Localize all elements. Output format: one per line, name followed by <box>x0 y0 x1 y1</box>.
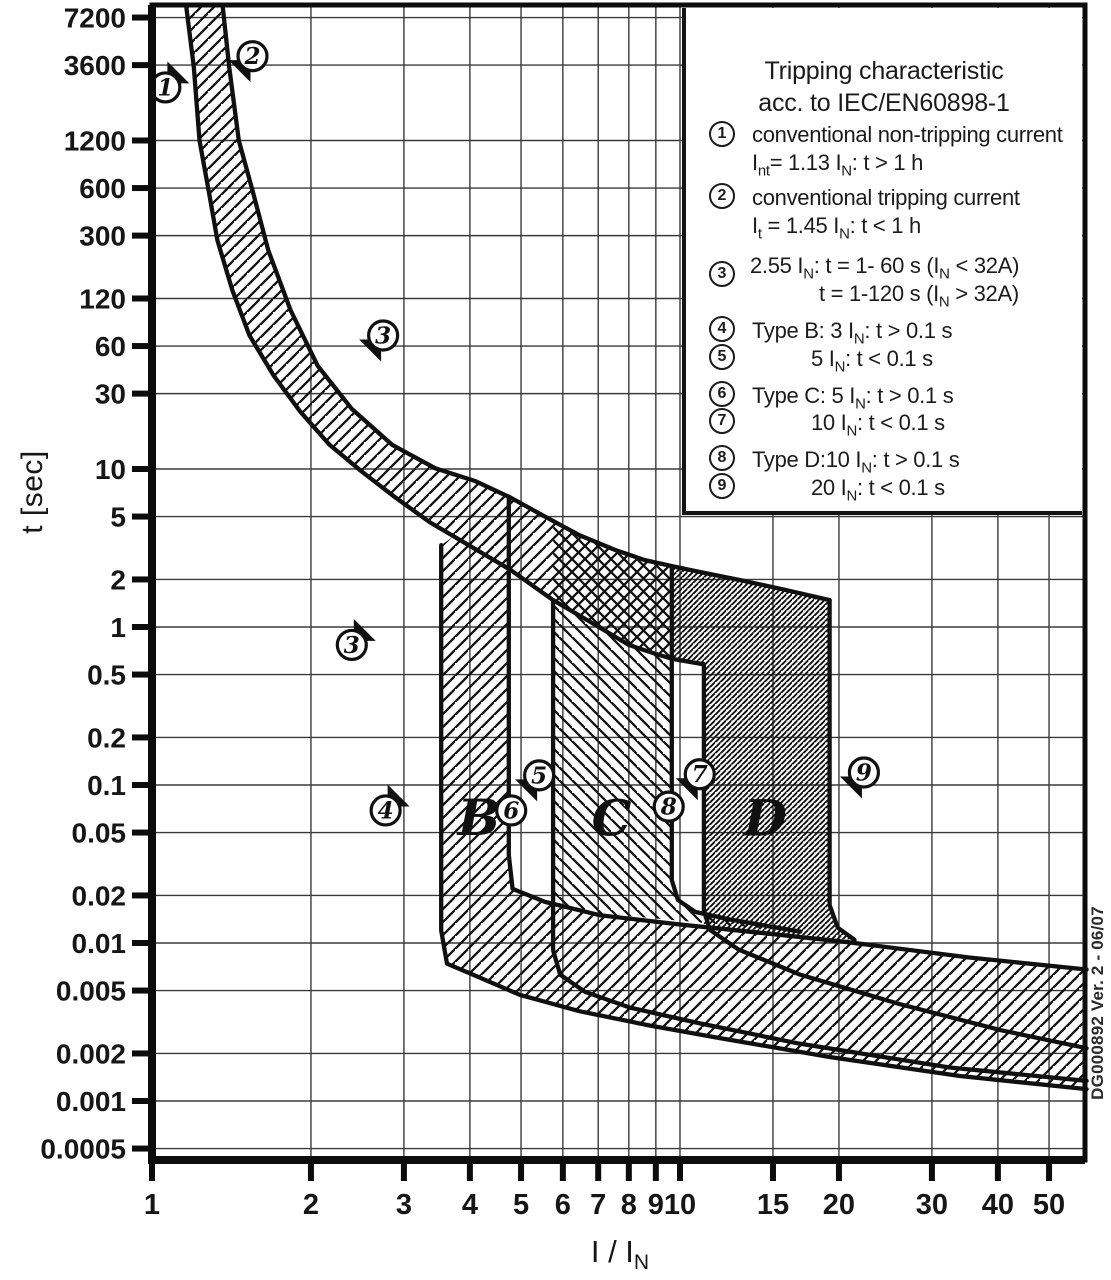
x-tick <box>149 1160 155 1181</box>
legend-panel <box>682 8 1082 515</box>
y-tick-label: 7200 <box>63 2 126 34</box>
y-tick-label: 1200 <box>63 125 126 157</box>
y-tick-label: 2 <box>110 564 126 596</box>
x-tick <box>1046 1160 1052 1181</box>
legend-item-text: $I_t = 1.45$ $I_N$: t < 1 h <box>752 213 921 243</box>
x-tick <box>308 1160 314 1181</box>
y-tick-label: 0.2 <box>87 722 126 754</box>
x-tick <box>560 1160 566 1181</box>
legend-circled-number: 4 <box>709 316 735 342</box>
legend-title-line2: acc. to IEC/EN60898-1 <box>758 89 1010 117</box>
legend-title-line1: Tripping characteristic <box>764 57 1004 85</box>
y-tick-label: 1 <box>110 612 126 643</box>
y-tick <box>132 391 152 397</box>
x-tick-label: 9 <box>647 1189 664 1221</box>
y-tick <box>132 233 152 239</box>
y-tick <box>132 940 152 946</box>
x-tick <box>467 1160 473 1181</box>
legend-item-text: conventional non-tripping current <box>752 122 1063 147</box>
x-tick <box>677 1160 683 1181</box>
y-tick-label: 0.1 <box>87 770 126 801</box>
band-d_band <box>672 566 855 940</box>
annotation-number: 1 <box>157 74 174 102</box>
y-axis-title: t [sec] <box>16 450 49 534</box>
legend-item-text: 10 $I_N$: t < 0.1 s <box>811 410 945 440</box>
legend-item-text: Type B: 3 $I_N$: t > 0.1 s <box>752 318 953 348</box>
y-tick <box>132 576 152 582</box>
y-tick <box>132 734 152 740</box>
annotation-number: 7 <box>691 761 708 789</box>
x-tick <box>595 1160 601 1181</box>
annotation-number: 6 <box>503 797 520 825</box>
y-tick-label: 0.05 <box>71 817 126 849</box>
y-tick <box>132 295 152 301</box>
x-tick <box>995 1160 1001 1181</box>
y-tick <box>132 1146 152 1152</box>
x-tick <box>518 1160 524 1181</box>
x-tick-label: 8 <box>620 1189 637 1221</box>
x-tick <box>626 1160 632 1181</box>
x-tick-label: 15 <box>756 1189 790 1221</box>
x-axis-title: I / $I_N$ <box>590 1234 650 1275</box>
y-tick-label: 120 <box>79 283 126 315</box>
band-letter-B: B <box>457 787 501 847</box>
y-tick-label: 0.0005 <box>40 1133 126 1165</box>
y-tick <box>132 137 152 143</box>
legend-circled-number: 2 <box>709 183 735 209</box>
y-tick-label: 10 <box>94 454 126 485</box>
y-tick-label: 60 <box>94 331 126 363</box>
y-tick <box>132 15 152 21</box>
y-tick <box>132 1098 152 1104</box>
legend-item-text: Type D:10 $I_N$: t > 0.1 s <box>752 447 960 477</box>
legend-item-text: $I_{nt}= 1.13$ $I_N$: t > 1 h <box>752 150 924 180</box>
y-tick <box>132 343 152 349</box>
band-letter-D: D <box>743 788 787 848</box>
document-number-vertical: DG000892 Ver. 2 - 06/07 <box>1088 906 1107 1100</box>
legend-circled-number: 8 <box>709 445 735 471</box>
band-letter-C: C <box>591 788 632 848</box>
y-tick-label: 0.02 <box>71 880 126 912</box>
legend-circled-number: 6 <box>709 381 735 407</box>
x-tick <box>770 1160 776 1181</box>
y-tick-label: 0.002 <box>55 1038 126 1070</box>
y-tick <box>132 988 152 994</box>
y-tick-label: 0.01 <box>71 928 126 959</box>
legend-circled-number: 5 <box>709 344 735 370</box>
legend-item-text: t = 1-120 s $(I_N > 32A)$ <box>819 281 1019 311</box>
y-tick-label: 30 <box>94 378 126 410</box>
annotation-number: 3 <box>375 322 392 350</box>
x-tick-label: 4 <box>461 1189 478 1221</box>
annotation-number: 3 <box>343 631 360 659</box>
annotation-number: 8 <box>660 793 677 821</box>
y-tick <box>132 782 152 788</box>
annotation-number: 2 <box>244 43 261 71</box>
x-tick-label: 1 <box>143 1189 161 1221</box>
y-tick-label: 300 <box>79 220 126 252</box>
legend-item-text: 20 $I_N$: t < 0.1 s <box>811 475 945 505</box>
legend-circled-number: 1 <box>709 121 735 147</box>
legend-item-text: Type C: 5 $I_N$: t > 0.1 s <box>752 383 954 413</box>
y-tick <box>132 466 152 472</box>
legend-item-text: 5 $I_N$: t < 0.1 s <box>811 346 933 376</box>
y-tick-label: 0.005 <box>55 975 126 1007</box>
legend-circled-number: 9 <box>709 473 735 499</box>
x-tick-label: 50 <box>1032 1189 1066 1221</box>
y-tick-label: 5 <box>110 501 126 533</box>
x-tick-label: 7 <box>590 1189 607 1221</box>
x-tick-label: 5 <box>512 1189 530 1221</box>
y-tick-label: 3600 <box>63 50 126 82</box>
y-tick <box>132 624 152 630</box>
y-tick <box>132 830 152 836</box>
x-tick-label: 10 <box>663 1189 697 1221</box>
legend-item-text: 2.55 $I_N$: t = 1- 60 s $(I_N < 32A)$ <box>750 253 1020 283</box>
y-tick <box>132 672 152 678</box>
y-tick-label: 0.5 <box>87 659 126 691</box>
y-tick <box>132 514 152 520</box>
x-tick-label: 40 <box>981 1189 1015 1221</box>
x-tick-label: 20 <box>822 1189 856 1221</box>
annotation-number: 4 <box>377 797 394 825</box>
annotation-number: 9 <box>855 759 872 787</box>
legend-circled-number: 3 <box>709 261 735 287</box>
y-tick <box>132 185 152 191</box>
x-tick-label: 30 <box>915 1189 949 1221</box>
y-tick-label: 0.001 <box>55 1086 126 1117</box>
y-tick <box>132 62 152 68</box>
x-tick <box>653 1160 659 1181</box>
x-tick-label: 3 <box>395 1189 412 1221</box>
x-tick <box>836 1160 842 1181</box>
annotation-number: 5 <box>531 762 548 790</box>
x-tick-label: 6 <box>554 1189 571 1221</box>
x-tick <box>929 1160 935 1181</box>
y-tick-label: 600 <box>79 173 126 205</box>
x-tick <box>401 1160 407 1181</box>
y-tick <box>132 1050 152 1056</box>
y-tick <box>132 892 152 898</box>
legend-circled-number: 7 <box>709 408 735 434</box>
x-tick-label: 2 <box>302 1189 320 1221</box>
legend-item-text: conventional tripping current <box>752 185 1020 210</box>
